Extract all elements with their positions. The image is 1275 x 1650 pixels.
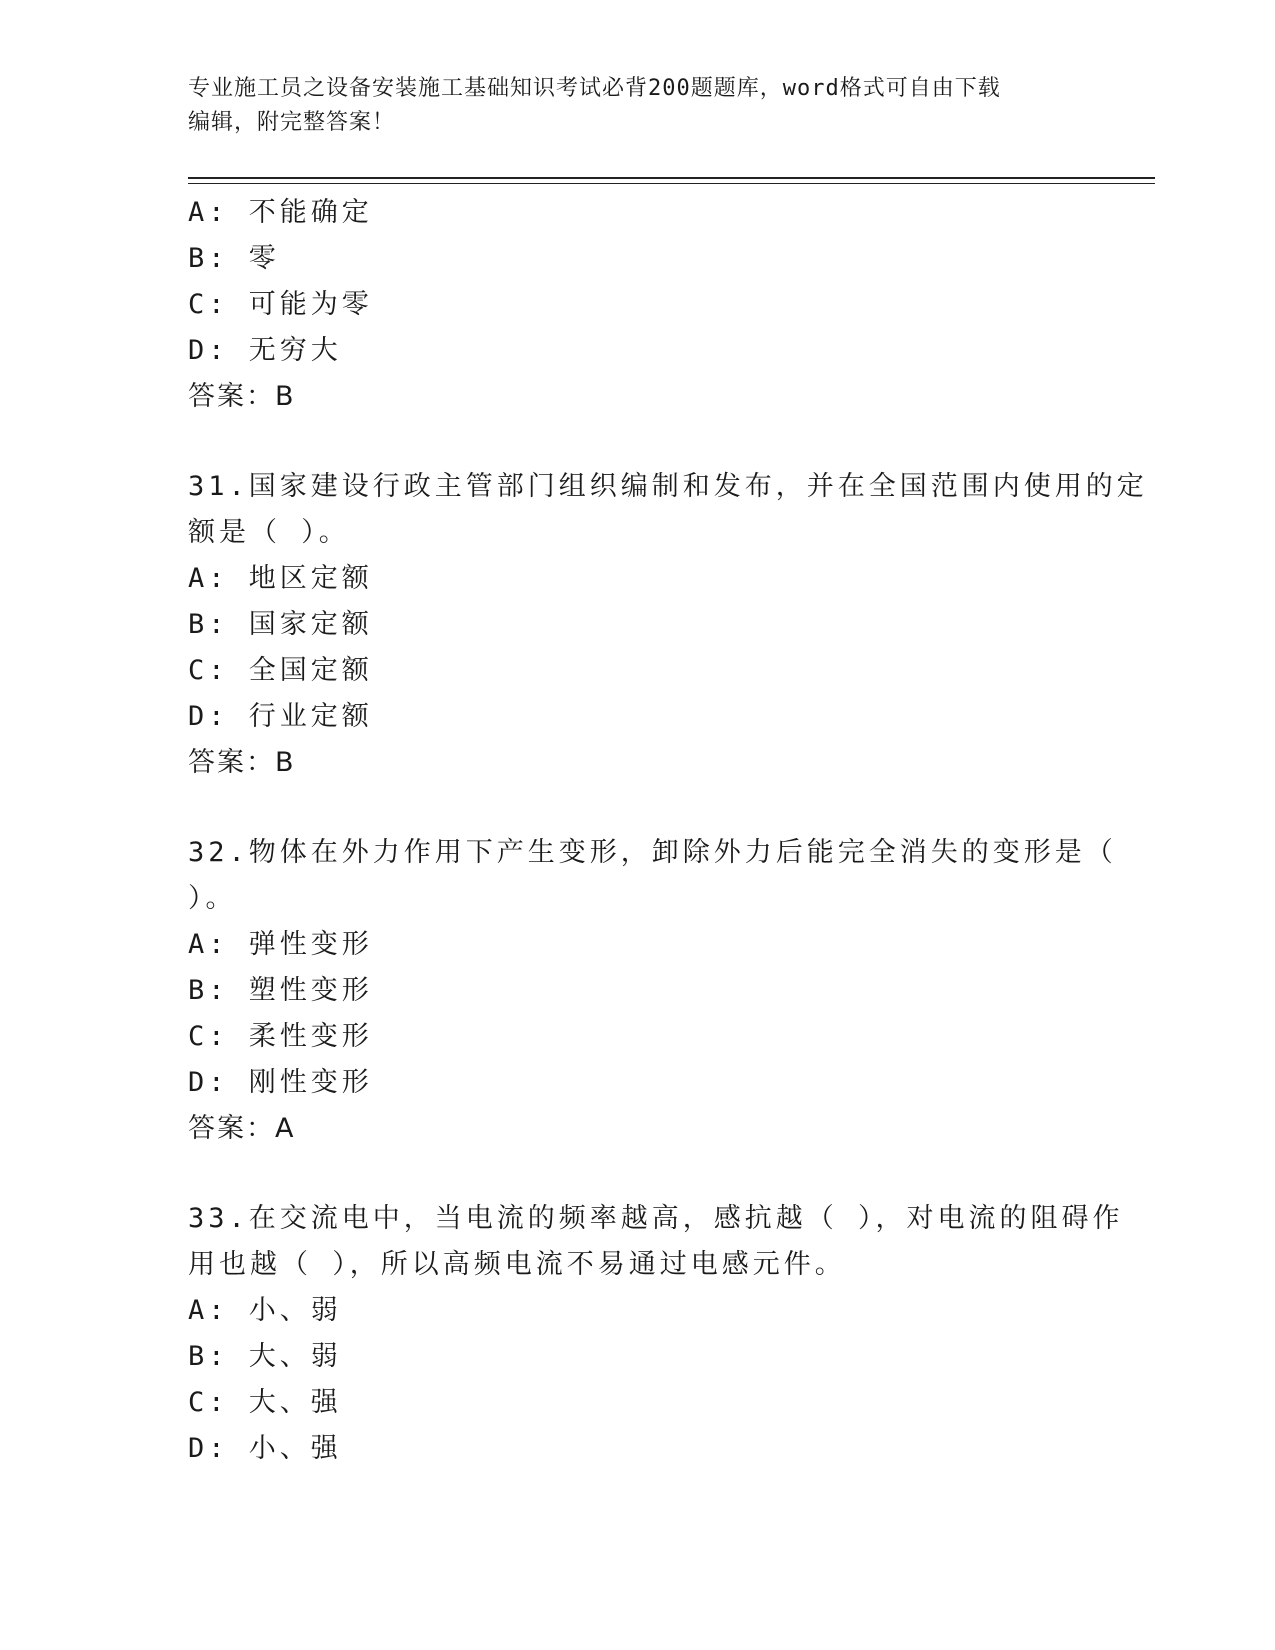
question-list	[188, 190, 1148, 1472]
option-d: D: 无穷大	[188, 335, 342, 366]
option-a: A: 弹性变形	[188, 929, 373, 960]
question-30	[188, 190, 1088, 420]
question-stem-line-2: 额是（ ）。	[188, 517, 350, 548]
option-a: A: 小、弱	[188, 1295, 342, 1326]
option-d: D: 刚性变形	[188, 1067, 373, 1098]
option-c: C: 全国定额	[188, 655, 373, 686]
option-d: D: 小、强	[188, 1433, 342, 1464]
option-c: C: 大、强	[188, 1387, 342, 1418]
answer-label: 答案：B	[188, 381, 296, 412]
question-stem-line-2: ）。	[188, 883, 237, 914]
option-a: A: 地区定额	[188, 563, 373, 594]
option-b: B: 大、弱	[188, 1341, 342, 1372]
question-33	[188, 1196, 1124, 1472]
option-b: B: 塑性变形	[188, 975, 373, 1006]
document-header	[188, 72, 1088, 140]
option-c: C: 柔性变形	[188, 1021, 373, 1052]
answer-label: 答案：B	[188, 747, 296, 778]
header-divider-thick	[188, 177, 1155, 179]
option-c: C: 可能为零	[188, 289, 373, 320]
question-stem-line-1: 32.物体在外力作用下产生变形，卸除外力后能完全消失的变形是（	[188, 837, 1117, 868]
option-d: D: 行业定额	[188, 701, 373, 732]
question-stem-line-1: 33.在交流电中，当电流的频率越高，感抗越（ ），对电流的阻碍作	[188, 1203, 1124, 1234]
question-32	[188, 830, 1117, 1152]
option-b: B: 零	[188, 243, 280, 274]
header-divider-thin	[188, 183, 1155, 184]
question-stem-line-1: 31.国家建设行政主管部门组织编制和发布，并在全国范围内使用的定	[188, 471, 1148, 502]
header-title-line-1: 专业施工员之设备安装施工基础知识考试必背200题题库，word格式可自由下载	[188, 76, 1001, 101]
question-stem-line-2: 用也越（ ），所以高频电流不易通过电感元件。	[188, 1249, 846, 1280]
question-31	[188, 464, 1148, 786]
option-b: B: 国家定额	[188, 609, 373, 640]
answer-label: 答案：A	[188, 1113, 296, 1144]
header-title-line-2: 编辑，附完整答案！	[188, 110, 396, 135]
option-a: A: 不能确定	[188, 197, 373, 228]
